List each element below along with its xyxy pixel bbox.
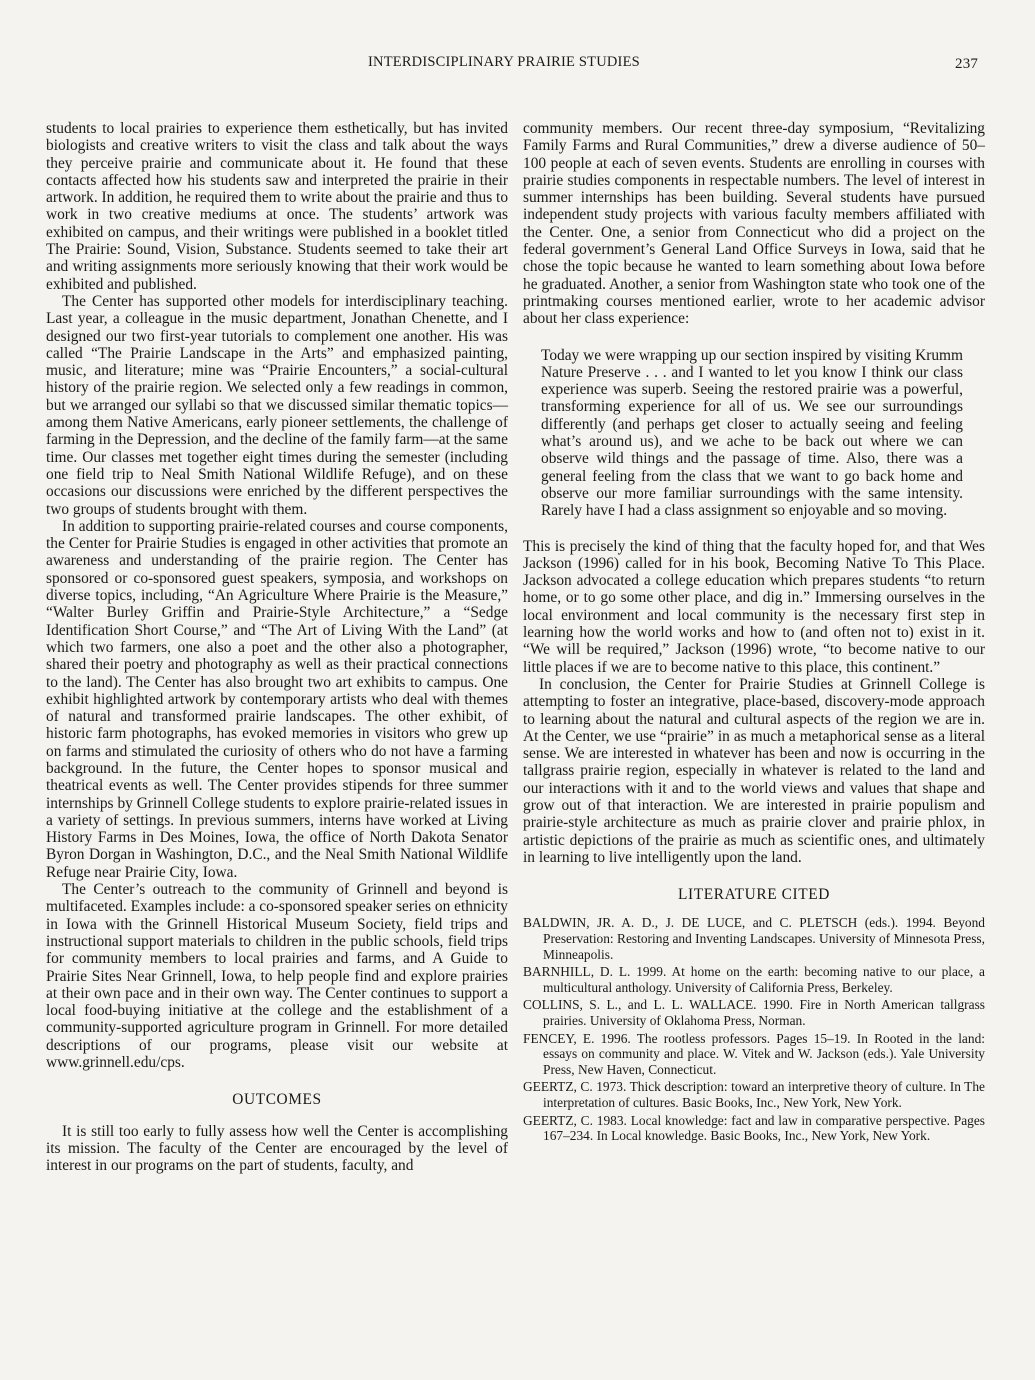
left-paragraph-5: It is still too early to fully assess how well the Center is accomplishing its mission. The faculty of the Center are encouraged by the level of interest in our programs on the part of students, faculty, and	[46, 1122, 508, 1175]
reference-item: FENCEY, E. 1996. The rootless professors. Pages 15–19. In Rooted in the land: essays on community and place. W. Vitek and W. Jackson (eds.). Yale University Press, New Haven, Connecticut.	[523, 1030, 985, 1077]
left-paragraph-2: The Center has supported other models for interdisciplinary teaching. Last year, a colleague in the music department, Jonathan Chenette, and I designed our two first-year tutorials to complement one another. His was called “The Prairie Landscape in the Arts” and emphasized painting, music, and literature; mine was “Prairie Encounters,” a social-cultural history of the prairie region. We selected only a few readings in common, but we arranged our syllabi so that we discussed similar thematic topics—among them Native Americans, early pioneer settlements, the challenge of farming in the Depression, and the decline of the family farm—at the same time. Our classes met together eight times during the semester (including one field trip to Neal Smith National Wildlife Refuge), and on these occasions our discussions were enriched by the different perspectives the two groups of students brought with them.	[46, 292, 508, 518]
left-paragraph-4: The Center’s outreach to the community of Grinnell and beyond is multifaceted. Examples include: a co-sponsored speaker series on ethnicity in Iowa with the Grinnell Historical Museum Society, field trips and instructional support materials to children in the public schools, field trips for community members to local prairies and farms, and A Guide to Prairie Sites Near Grinnell, Iowa, to help people find and explore prairies at their own pace and in their own way. The Center continues to support a local food-buying initiative at the college and the establishment of a community-supported agriculture program in Grinnell. For more detailed descriptions of our programs, please visit our website at www.grinnell.edu/cps.	[46, 881, 508, 1072]
reference-item: GEERTZ, C. 1973. Thick description: toward an interpretive theory of culture. In The interpretation of cultures. Basic Books, Inc., New York, New York.	[523, 1079, 985, 1110]
left-column	[46, 120, 508, 1175]
reference-item: COLLINS, S. L., and L. L. WALLACE. 1990. Fire in North American tallgrass prairies. University of Oklahoma Press, Norman.	[523, 997, 985, 1029]
reference-item: BARNHILL, D. L. 1999. At home on the earth: becoming native to our place, a multicultural anthology. University of California Press, Berkeley.	[523, 964, 985, 995]
reference-item: BALDWIN, JR. A. D., J. DE LUCE, and C. PLETSCH (eds.). 1994. Beyond Preservation: Restoring and Inventing Landscapes. University of Minnesota Press, Minneapolis.	[523, 915, 985, 962]
page-number: 237	[955, 56, 979, 72]
right-column	[523, 120, 985, 1146]
right-paragraph-1: community members. Our recent three-day symposium, “Revitalizing Family Farms and Rural Communities,” drew a diverse audience of 50–100 people at each of seven events. Students are enrolling in courses with prairie studies components in respectable numbers. The level of interest in summer internships has been building. Several students have pursued independent study projects with various faculty members affiliated with the Center. One, a senior from Connecticut who did a project on the federal government’s General Land Office Surveys in Iowa, said that he chose the topic because he wanted to learn something about Iowa before he graduated. Another, a senior from Washington state who took one of the printmaking courses mentioned earlier, wrote to her academic advisor about her class experience:	[523, 120, 985, 328]
page-header	[0, 52, 1035, 80]
literature-cited-heading: LITERATURE CITED	[678, 886, 830, 904]
reference-list	[523, 915, 985, 1143]
right-paragraph-3: In conclusion, the Center for Prairie Studies at Grinnell College is attempting to foster an integrative, place-based, discovery-mode approach to learning about the natural and cultural aspects of the region we are in. At the Center, we use “prairie” in as much a metaphorical sense as a literal sense. We are interested in whatever has been and now is occurring in the tallgrass prairie region, especially in whatever is related to the land and our interactions with it and to the world views and values that shape and grow out of that interaction. We are interested in prairie populism and prairie-style architecture as much as prairie clover and prairie phlox, in artistic depictions of the prairie as much as scientific ones, and ultimately in learning to live intelligently upon the land.	[523, 675, 985, 866]
right-paragraph-2: This is precisely the kind of thing that the faculty hoped for, and that Wes Jackson (1996) called for in his book, Becoming Native To This Place. Jackson advocated a college education which prepares students “to return home, or to go some other place, and dig in.” Immersing ourselves in the local environment and local community is the necessary first step in learning how the world works and how to (and often not to) exist in it. “We will be required,” Jackson (1996) wrote, “to become native to our little places if we are to become native to this place, this continent.”	[523, 537, 985, 676]
reference-item: GEERTZ, C. 1983. Local knowledge: fact and law in comparative perspective. Pages 167–234. In Local knowledge. Basic Books, Inc., New York, New York.	[523, 1112, 985, 1144]
running-head: INTERDISCIPLINARY PRAIRIE STUDIES	[368, 54, 640, 70]
outcomes-heading: OUTCOMES	[232, 1091, 322, 1109]
block-quote: Today we were wrapping up our section inspired by visiting Krumm Nature Preserve . . . and I wanted to let you know I think our class experience was superb. Seeing the restored prairie was a powerful, transforming experience for all of us. We see our surroundings differently (and perhaps get closer to actually seeing and feeling what’s around us), and we ache to be back out where we can observe wild things and the passage of time. Also, there was a general feeling from the class that we want to go back home and observe our more familiar surroundings with the same intensity. Rarely have I had a class assignment so enjoyable and so moving.	[541, 346, 963, 520]
left-paragraph-1: students to local prairies to experience them esthetically, but has invited biologists and creative writers to visit the class and talk about the ways they perceive prairie and communicate about it. He found that these contacts affected how his students saw and interpreted the prairie in their artwork. In addition, he required them to write about the prairie and thus to work in two creative mediums at once. The students’ artwork was exhibited on campus, and their writings were published in a booklet titled The Prairie: Sound, Vision, Substance. Students seemed to take their art and writing assignments more seriously knowing that their work would be exhibited and published.	[46, 120, 509, 293]
left-paragraph-3: In addition to supporting prairie-related courses and course components, the Center for Prairie Studies is engaged in other activities that promote an awareness and understanding of the prairie region. The Center has sponsored or co-sponsored guest speakers, symposia, and workshops on diverse topics, including, “An Agriculture Where Prairie is the Measure,” “Walter Burley Griffin and Prairie-Style Architecture,” a “Sedge Identification Short Course,” and “The Art of Living With the Land” (at which two farmers, one also a poet and the other also a photographer, shared their poetry and photography as well as their practical connections to the land). The Center has also brought two art exhibits to campus. One exhibit highlighted artwork by contemporary artists who deal with themes of natural and transformed prairie landscapes. The other exhibit, of historic farm photographs, has evoked memories in visitors who grew up on farms and stimulated the curiosity of others who do not have a farming background. In the future, the Center hopes to sponsor musical and theatrical events as well. The Center provides stipends for three summer internships by Grinnell College students to explore prairie-related issues in a variety of settings. In previous summers, interns have worked at Living History Farms in Des Moines, Iowa, the office of North Dakota Senator Byron Dorgan in Washington, D.C., and the Neal Smith National Wildlife Refuge near Prairie City, Iowa.	[46, 517, 508, 881]
